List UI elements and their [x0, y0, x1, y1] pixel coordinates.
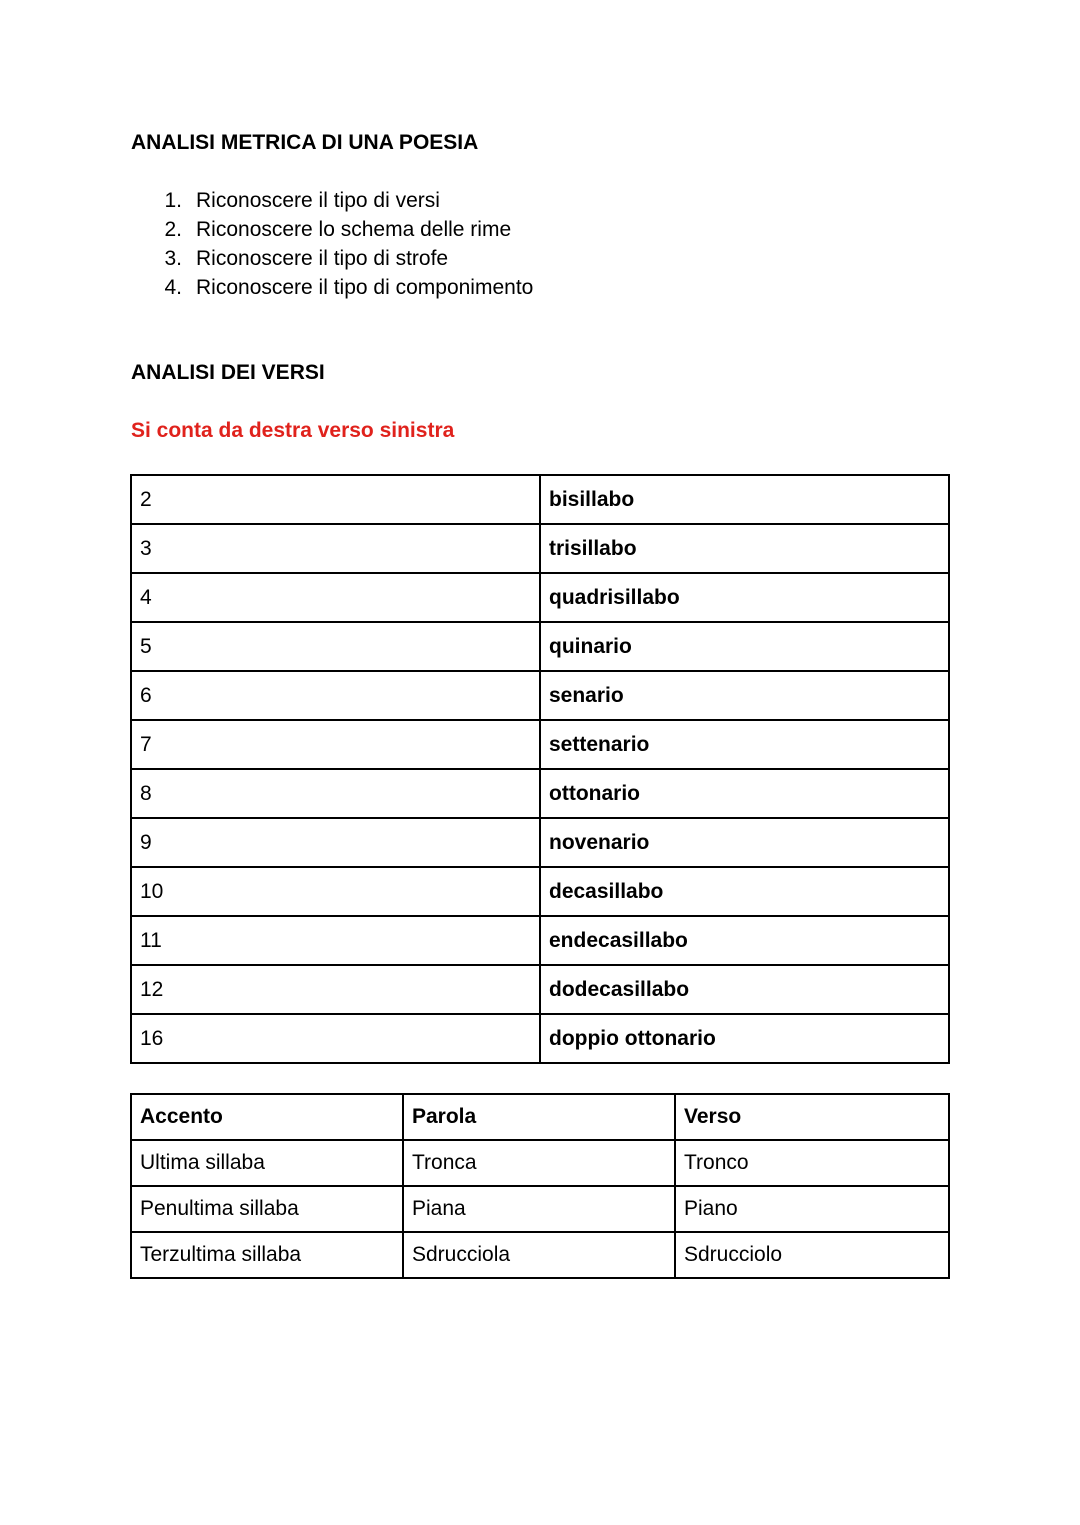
table-row	[131, 573, 949, 622]
table-row	[131, 1140, 949, 1186]
red-note: Si conta da destra verso sinistra	[131, 419, 455, 442]
accent-cell: Terzultima sillaba	[131, 1232, 403, 1278]
table-row	[131, 916, 949, 965]
verse-name: quadrisillabo	[540, 573, 949, 622]
word-type-cell: Tronca	[403, 1140, 675, 1186]
table-row	[131, 1014, 949, 1063]
verse-name: decasillabo	[540, 867, 949, 916]
table-row	[131, 671, 949, 720]
accent-table	[130, 1093, 950, 1279]
list-item-number: 1.	[164, 189, 182, 212]
table-row	[131, 475, 949, 524]
list-item	[131, 244, 533, 273]
verse-name: ottonario	[540, 769, 949, 818]
column-header-parola: Parola	[403, 1094, 675, 1140]
list-item-text: Riconoscere lo schema delle rime	[196, 218, 512, 241]
verse-type-cell: Piano	[675, 1186, 949, 1232]
table-row	[131, 965, 949, 1014]
syllable-count: 3	[131, 524, 540, 573]
syllable-count: 16	[131, 1014, 540, 1063]
table-header-row	[131, 1094, 949, 1140]
syllable-count: 2	[131, 475, 540, 524]
verse-name: doppio ottonario	[540, 1014, 949, 1063]
verse-name: quinario	[540, 622, 949, 671]
table-row	[131, 524, 949, 573]
table-row	[131, 622, 949, 671]
verse-name: settenario	[540, 720, 949, 769]
word-type-cell: Sdrucciola	[403, 1232, 675, 1278]
list-item-number: 2.	[164, 218, 182, 241]
list-item	[131, 215, 533, 244]
verse-type-cell: Tronco	[675, 1140, 949, 1186]
list-item	[131, 273, 533, 302]
accent-cell: Penultima sillaba	[131, 1186, 403, 1232]
syllable-count: 12	[131, 965, 540, 1014]
verse-name: novenario	[540, 818, 949, 867]
list-item-text: Riconoscere il tipo di versi	[196, 189, 440, 212]
syllable-count: 5	[131, 622, 540, 671]
verse-name: senario	[540, 671, 949, 720]
verse-name: endecasillabo	[540, 916, 949, 965]
steps-list	[131, 186, 533, 302]
syllable-count: 4	[131, 573, 540, 622]
syllable-count: 10	[131, 867, 540, 916]
column-header-accento: Accento	[131, 1094, 403, 1140]
accent-cell: Ultima sillaba	[131, 1140, 403, 1186]
table-row	[131, 720, 949, 769]
word-type-cell: Piana	[403, 1186, 675, 1232]
table-row	[131, 1232, 949, 1278]
list-item-number: 3.	[164, 247, 182, 270]
verse-name: dodecasillabo	[540, 965, 949, 1014]
syllable-count: 6	[131, 671, 540, 720]
column-header-verso: Verso	[675, 1094, 949, 1140]
syllable-count: 9	[131, 818, 540, 867]
table-row	[131, 769, 949, 818]
verse-name: trisillabo	[540, 524, 949, 573]
syllable-count: 8	[131, 769, 540, 818]
table-row	[131, 867, 949, 916]
syllable-count: 11	[131, 916, 540, 965]
list-item-text: Riconoscere il tipo di componimento	[196, 276, 534, 299]
list-item	[131, 186, 533, 215]
list-item-text: Riconoscere il tipo di strofe	[196, 247, 449, 270]
syllable-count: 7	[131, 720, 540, 769]
table-row	[131, 1186, 949, 1232]
list-item-number: 4.	[164, 276, 182, 299]
document-title: ANALISI METRICA DI UNA POESIA	[131, 131, 479, 154]
verse-type-cell: Sdrucciolo	[675, 1232, 949, 1278]
section-title: ANALISI DEI VERSI	[131, 361, 325, 384]
verse-name: bisillabo	[540, 475, 949, 524]
verses-table	[130, 474, 950, 1064]
table-row	[131, 818, 949, 867]
